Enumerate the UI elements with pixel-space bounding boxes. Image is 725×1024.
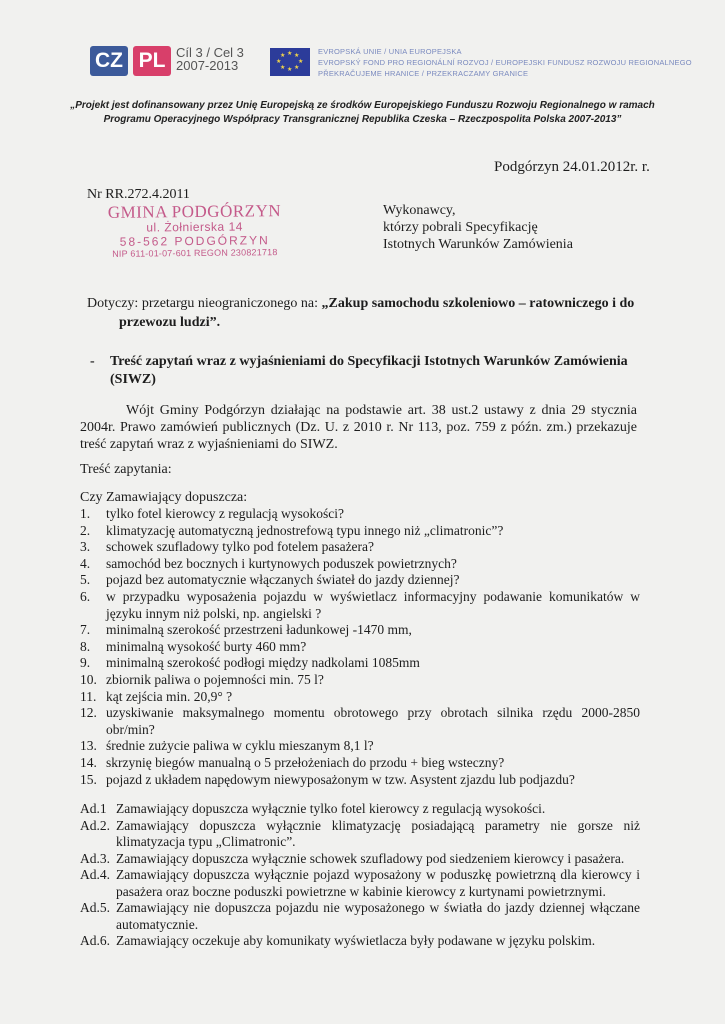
logo-pl-block: PL — [133, 46, 171, 76]
question-text: zbiornik paliwa o pojemności min. 75 l? — [106, 671, 324, 687]
question-item — [80, 572, 640, 589]
eu-fund-text — [318, 46, 692, 79]
question-number: 3. — [80, 539, 91, 555]
answer-text: Zamawiający dopuszcza wyłącznie tylko fotel kierowcy z regulacją wysokości. — [116, 801, 546, 816]
question-number: 10. — [80, 671, 97, 687]
document-date: Podgórzyn 24.01.2012r. r. — [494, 159, 650, 175]
recipient-block — [383, 202, 573, 253]
cz-pl-logo — [90, 46, 171, 76]
question-number: 7. — [80, 622, 91, 638]
question-number: 8. — [80, 638, 91, 654]
question-number: 12. — [80, 705, 97, 721]
question-number: 9. — [80, 655, 91, 671]
question-text: pojazd bez automatycznie włączanych świateł do jazdy dziennej? — [106, 572, 460, 588]
question-text: tylko fotel kierowcy z regulacją wysokości? — [106, 506, 345, 521]
answer-text: Zamawiający dopuszcza wyłącznie schowek szufladowy pod siedzeniem kierowcy i pasażera. — [116, 850, 625, 866]
stamp-line-2: ul. Żołnierska 14 — [146, 219, 243, 235]
recipient-line-1: Wykonawcy, — [383, 203, 456, 218]
question-number: 1. — [80, 506, 91, 521]
answer-item — [80, 801, 640, 818]
program-period — [176, 46, 244, 72]
question-item — [80, 506, 640, 523]
question-item — [80, 672, 640, 689]
answer-text: Zamawiający dopuszcza wyłącznie pojazd wyposażony w poduszkę powietrzną dla kierowcy i pasażera oraz boczne poduszki powietrzne w kabinie kierowcy z kurtynami powietrznymi. — [116, 867, 640, 899]
question-text: minimalną wysokość burty 460 mm? — [106, 638, 307, 654]
question-number: 15. — [80, 771, 97, 787]
answer-text: Zamawiający nie dopuszcza pojazdu nie wyposażonego w światła do jazdy dziennej włączane automatycznie. — [116, 900, 640, 932]
eu-flag-icon: ★ ★ ★ ★ ★ ★ ★ ★ — [270, 48, 310, 76]
questions-intro: Czy Zamawiający dopuszcza: — [80, 490, 248, 505]
question-text: minimalną szerokość przestrzeni ładunkowej -1470 mm, — [106, 622, 412, 638]
question-text: klimatyzację automatyczną jednostrefową typu innego niż „climatronic”? — [106, 522, 504, 538]
recipient-line-3: Istotnych Warunków Zamówienia — [383, 237, 573, 252]
question-item — [80, 772, 640, 789]
question-number: 2. — [80, 522, 91, 538]
section-dash: - — [90, 354, 95, 369]
answer-item — [80, 818, 640, 851]
questions-label: Treść zapytania: — [80, 462, 172, 477]
question-text: pojazd z układem napędowym niewyposażonym w tzw. Asystent zjazdu lub podjazdu? — [106, 771, 575, 787]
answer-number: Ad.3. — [80, 850, 110, 866]
question-item — [80, 655, 640, 672]
question-text: kąt zejścia min. 20,9° ? — [106, 688, 233, 704]
eu-line-3: PŘEKRAČUJEME HRANICE / PRZEKRACZAMY GRANICE — [318, 69, 529, 78]
question-item — [80, 556, 640, 573]
question-item — [80, 705, 640, 738]
question-number: 6. — [80, 588, 91, 604]
subject-title-part-2: przewozu ludzi”. — [119, 315, 221, 330]
project-cofinancing-note — [40, 99, 685, 127]
question-text: średnie zużycie paliwa w cyklu mieszanym 8,1 l? — [106, 738, 374, 754]
question-item — [80, 639, 640, 656]
question-item — [80, 738, 640, 755]
question-text: skrzynię biegów manualną o 5 przełożeniach do przodu + bieg wsteczny? — [106, 754, 505, 770]
answer-item — [80, 900, 640, 933]
answer-text: Zamawiający dopuszcza wyłącznie klimatyzację posiadającą parametry nie gorsze niż klimatyzacja typu „Climatronic”. — [116, 817, 640, 849]
logo-cz-block: CZ — [90, 46, 128, 76]
question-number: 14. — [80, 754, 97, 770]
question-text: schowek szufladowy tylko pod fotelem pasażera? — [106, 539, 375, 555]
question-text: samochód bez bocznych i kurtynowych poduszek powietrznych? — [106, 555, 457, 571]
eu-line-2: EVROPSKÝ FOND PRO REGIONÁLNÍ ROZVOJ / EUROPEJSKI FUNDUSZ ROZWOJU REGIONALNEGO — [318, 58, 692, 67]
questions-list — [80, 506, 640, 788]
section-title — [90, 353, 650, 389]
stamp-line-3: 58-562 PODGÓRZYN — [119, 233, 270, 249]
office-stamp — [108, 201, 282, 259]
recipient-line-2: którzy pobrali Specyfikację — [383, 220, 538, 235]
question-item — [80, 689, 640, 706]
question-text: w przypadku wyposażenia pojazdu w wyświetlacz informacyjny podawanie komunikatów w języku innym niż polski, np. angielski ? — [106, 588, 640, 621]
answer-number: Ad.1 — [80, 801, 107, 816]
intro-paragraph — [80, 402, 637, 453]
question-item — [80, 622, 640, 639]
subject-line — [87, 294, 647, 332]
question-item — [80, 539, 640, 556]
cil-line-2: 2007-2013 — [176, 58, 239, 73]
intro-text: Wójt Gminy Podgórzyn działając na podstawie art. 38 ust.2 ustawy z dnia 29 stycznia 2004r. Prawo zamówień publicznych (Dz. U. z 2010 r. Nr 113, poz. 759 z późn. zm.) przekazuje treść zapytań wraz z wyjaśnieniami do SIWZ. — [80, 403, 637, 452]
project-line-2: Programu Operacyjnego Współpracy Transgranicznej Republika Czeska – Rzeczpospolita Polska 2007-2013” — [103, 114, 622, 125]
question-number: 13. — [80, 738, 97, 754]
answers-list — [80, 801, 640, 950]
question-text: minimalną szerokość podłogi między nadkolami 1085mm — [106, 655, 420, 671]
answer-number: Ad.2. — [80, 817, 110, 833]
answer-number: Ad.4. — [80, 867, 110, 882]
question-item — [80, 755, 640, 772]
subject-prefix: Dotyczy: przetargu nieograniczonego na: — [87, 296, 322, 311]
answer-item — [80, 933, 640, 950]
question-number: 5. — [80, 572, 91, 588]
answer-number: Ad.6. — [80, 933, 110, 948]
answer-item — [80, 851, 640, 868]
question-item — [80, 523, 640, 540]
question-number: 4. — [80, 555, 91, 571]
eu-line-1: EVROPSKÁ UNIE / UNIA EUROPEJSKA — [318, 47, 462, 56]
answer-number: Ad.5. — [80, 900, 110, 915]
question-number: 11. — [80, 688, 97, 704]
cil-line-1: Cíl 3 / Cel 3 — [176, 45, 244, 60]
reference-number: Nr RR.272.4.2011 — [87, 187, 190, 202]
question-text: uzyskiwanie maksymalnego momentu obrotowego przy obrotach silnika rzędu 2000-2850 obr/min? — [106, 705, 640, 737]
answer-item — [80, 867, 640, 900]
stamp-line-1: GMINA PODGÓRZYN — [107, 201, 282, 222]
subject-title-part-1: „Zakup samochodu szkoleniowo – ratowniczego i do — [321, 296, 635, 311]
question-item — [80, 589, 640, 622]
project-line-1: „Projekt jest dofinansowany przez Unię Europejską ze środków Europejskiego Funduszu Rozwoju Regionalnego w ramach — [70, 100, 655, 111]
stamp-line-4: NIP 611-01-07-601 REGON 230821718 — [112, 247, 278, 259]
section-title-text: Treść zapytań wraz z wyjaśnieniami do Specyfikacji Istotnych Warunków Zamówienia (SIWZ) — [110, 354, 628, 387]
answer-text: Zamawiający oczekuje aby komunikaty wyświetlacza były podawane w języku polskim. — [116, 933, 596, 948]
